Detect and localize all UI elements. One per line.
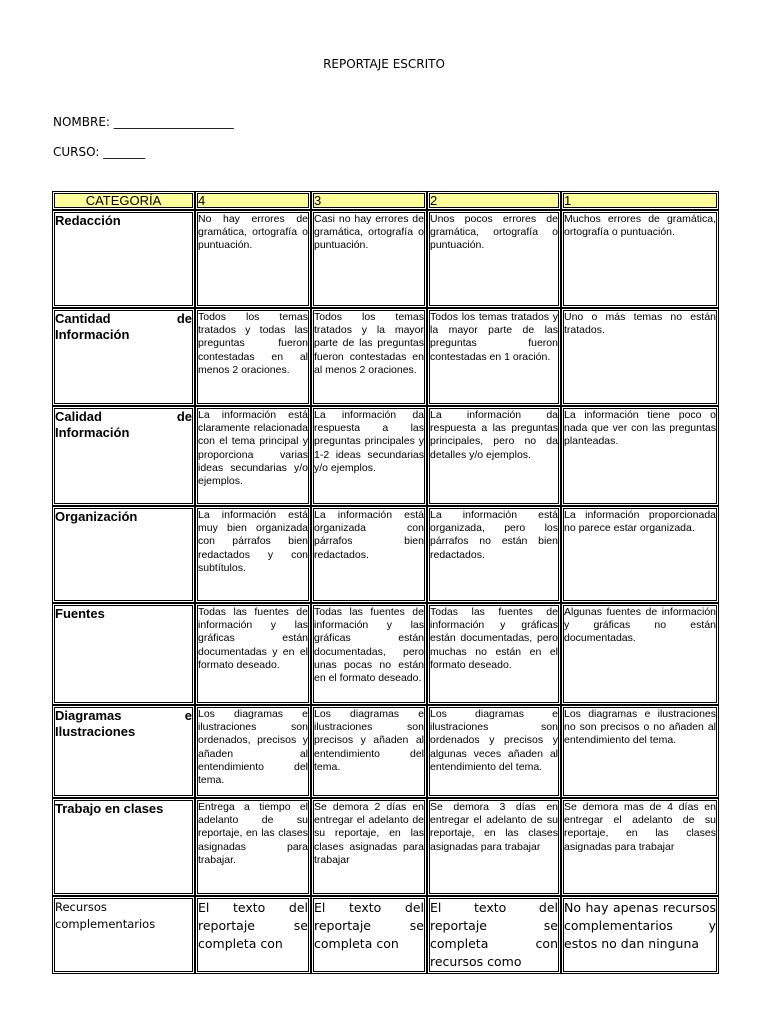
category-label: Calidad de Información (52, 406, 195, 506)
rubric-cell: Se demora 3 días en entregar el adelanto de su reportaje, en las clases asignadas para trabajar (427, 798, 561, 896)
table-row (52, 798, 719, 896)
category-label: Redacción (52, 210, 195, 308)
rubric-cell: Todos los temas tratados y la mayor parte de las preguntas fueron contestadas en al menos 2 oraciones. (311, 308, 427, 406)
rubric-cell: Los diagramas e ilustraciones son precisos y añaden al entendimiento del tema. (311, 705, 427, 798)
category-label: Recursos complementarios (52, 896, 195, 974)
table-row (52, 506, 719, 603)
header-score-1: 1 (561, 191, 719, 210)
rubric-cell: Unos pocos errores de gramática, ortografía o puntuación. (427, 210, 561, 308)
rubric-cell: Los diagramas e ilustraciones no son precisos o no añaden al entendimiento del tema. (561, 705, 719, 798)
rubric-cell: La información da respuesta a las preguntas principales y 1-2 ideas secundarias y/o ejemplos. (311, 406, 427, 506)
rubric-cell: El texto del reportaje se completa con (195, 896, 311, 974)
rubric-cell: Se demora 2 días en entregar el adelanto de su reportaje, en las clases asignadas para trabajar (311, 798, 427, 896)
rubric-cell: Casi no hay errores de gramática, ortografía o puntuación. (311, 210, 427, 308)
rubric-cell: No hay errores de gramática, ortografía o puntuación. (195, 210, 311, 308)
name-field: NOMBRE: ____________________ (53, 115, 234, 129)
rubric-cell: Muchos errores de gramática, ortografía o puntuación. (561, 210, 719, 308)
table-row (52, 603, 719, 705)
category-label: Organización (52, 506, 195, 603)
table-row (52, 896, 719, 974)
rubric-cell: La información está claramente relacionada con el tema principal y proporciona varias ideas secundarias y/o ejemplos. (195, 406, 311, 506)
category-label: Diagramas e Ilustraciones (52, 705, 195, 798)
rubric-cell: Entrega a tiempo el adelanto de su reportaje, en las clases asignadas para trabajar. (195, 798, 311, 896)
rubric-cell: Algunas fuentes de información y gráficas no están documentadas. (561, 603, 719, 705)
rubric-cell: Todas las fuentes de información y las gráficas están documentadas, pero unas pocas no están en el formato deseado. (311, 603, 427, 705)
rubric-cell: Todos los temas tratados y todas las preguntas fueron contestadas en al menos 2 oraciones. (195, 308, 311, 406)
rubric-cell: La información está organizada, pero los párrafos no están bien redactados. (427, 506, 561, 603)
table-row (52, 705, 719, 798)
rubric-cell: Los diagramas e ilustraciones son ordenados, precisos y añaden al entendimiento del tema. (195, 705, 311, 798)
category-label: Fuentes (52, 603, 195, 705)
rubric-cell: La información da respuesta a las preguntas principales, pero no da detalles y/o ejemplos. (427, 406, 561, 506)
rubric-cell: No hay apenas recursos complementarios y estos no dan ninguna (561, 896, 719, 974)
rubric-cell: Todas las fuentes de información y las gráficas están documentadas y en el formato deseado. (195, 603, 311, 705)
rubric-cell: Los diagramas e ilustraciones son ordenados y precisos y algunas veces añaden al entendimiento del tema. (427, 705, 561, 798)
header-category: CATEGORÍA (52, 191, 195, 210)
header-score-2: 2 (427, 191, 561, 210)
rubric-cell: Todas las fuentes de información y gráficas están documentadas, pero muchas no están en el formato deseado. (427, 603, 561, 705)
table-row (52, 406, 719, 506)
rubric-cell: Se demora mas de 4 días en entregar el adelanto de su reportaje, en las clases asignadas para trabajar (561, 798, 719, 896)
rubric-cell: El texto del reportaje se completa con recursos como (427, 896, 561, 974)
rubric-cell: Uno o más temas no están tratados. (561, 308, 719, 406)
rubric-cell: La información proporcionada no parece estar organizada. (561, 506, 719, 603)
table-row (52, 308, 719, 406)
rubric-cell: El texto del reportaje se completa con (311, 896, 427, 974)
header-score-4: 4 (195, 191, 311, 210)
category-label: Cantidad de Información (52, 308, 195, 406)
document-title: REPORTAJE ESCRITO (323, 57, 445, 71)
header-row (52, 191, 719, 210)
rubric-cell: La información está organizada con párrafos bien redactados. (311, 506, 427, 603)
table-row (52, 210, 719, 308)
rubric-table (52, 191, 719, 974)
rubric-cell: Todos los temas tratados y la mayor parte de las preguntas fueron contestadas en 1 oración. (427, 308, 561, 406)
course-field: CURSO: _______ (53, 145, 146, 159)
rubric-cell: La información tiene poco o nada que ver con las preguntas planteadas. (561, 406, 719, 506)
category-label: Trabajo en clases (52, 798, 195, 896)
rubric-cell: La información está muy bien organizada con párrafos bien redactados y con subtítulos. (195, 506, 311, 603)
header-score-3: 3 (311, 191, 427, 210)
